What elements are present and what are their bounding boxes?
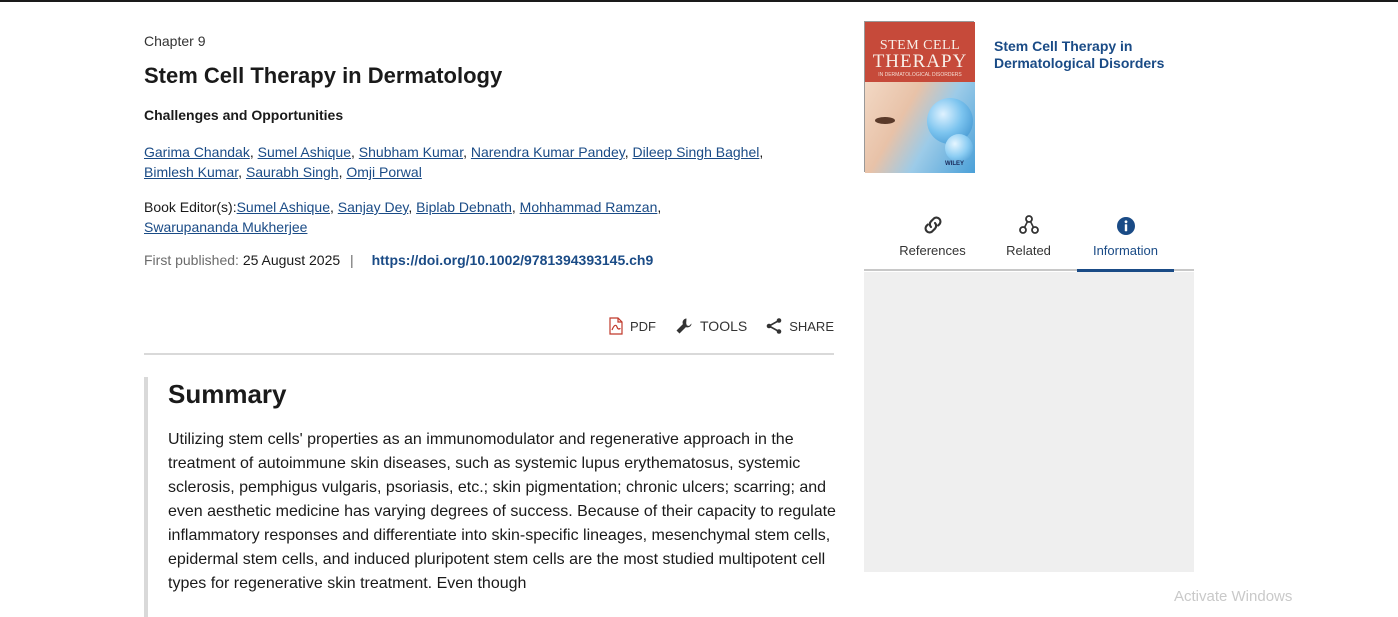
share-button[interactable]: [765, 317, 834, 335]
cover-cell-sphere-small: [945, 134, 973, 162]
info-icon: [1077, 205, 1174, 237]
cover-eye: [875, 117, 895, 124]
link-icon: [884, 205, 981, 237]
author-link[interactable]: Dileep Singh Baghel: [632, 144, 760, 160]
publisher-logo: WILEY: [945, 161, 964, 167]
published-date: 25 August 2025: [242, 252, 341, 268]
separator: |: [350, 252, 354, 268]
pdf-button[interactable]: [608, 317, 656, 335]
share-icon: [765, 317, 783, 335]
summary-text: Utilizing stem cells' properties as an immunomodulator and regenerative approach in the treatment of autoimmune skin diseases, such as systemic lupus erythematosus, systemic sclerosis, pemphigus vulgaris, psoriasis, etc.; skin pigmentation; chronic ulcers; scarring; and even aesthetic medicine has varying degrees of success. Because of their capacity to regulate inflammatory responses and differentiate into skin-specific lineages, mesenchymal stem cells, epidermal stem cells, and induced pluripotent stem cells are the most studied multipotent cell types for regenerative skin treatment. Even though: [168, 431, 836, 592]
author-link[interactable]: Bimlesh Kumar: [144, 164, 239, 180]
tab-information[interactable]: [1077, 205, 1174, 271]
pdf-label: PDF: [630, 318, 656, 334]
cover-title-line2: THERAPY: [872, 51, 968, 72]
sidebar: [864, 0, 1293, 605]
editor-link[interactable]: Sanjay Dey: [337, 199, 409, 215]
tools-label: TOOLS: [700, 318, 748, 334]
wrench-icon: [674, 316, 694, 336]
tab-related[interactable]: [980, 205, 1077, 271]
chapter-subtitle: Challenges and Opportunities: [144, 107, 344, 123]
tab-related-label: Related: [1006, 243, 1051, 258]
editors-label: Book Editor(s):: [144, 199, 237, 215]
article-toolbar: [608, 316, 834, 336]
cover-title-line1: STEM CELL: [879, 38, 961, 53]
tab-information-label: Information: [1092, 243, 1159, 258]
author-list: Garima Chandak, Sumel Ashique, Shubham Kumar, Narendra Kumar Pandey, Dileep Singh Baghel, Bimlesh Kumar, Saurabh Singh, Omji Porwal: [144, 144, 764, 180]
editor-list: Book Editor(s):Sumel Ashique, Sanjay Dey, Biplab Debnath, Mohhammad Ramzan, Swarupananda Mukherjee: [144, 199, 662, 235]
tab-references-label: References: [899, 243, 966, 258]
cover-subtitle: IN DERMATOLOGICAL DISORDERS: [878, 72, 962, 78]
pdf-icon: [608, 317, 624, 335]
book-cover[interactable]: [864, 21, 974, 172]
author-link[interactable]: Saurabh Singh: [245, 164, 339, 180]
tab-references[interactable]: [884, 205, 981, 271]
divider: [144, 353, 834, 355]
windows-watermark: Activate Windows: [1174, 588, 1293, 605]
chapter-label: Chapter 9: [144, 33, 206, 49]
editor-link[interactable]: Biplab Debnath: [416, 199, 512, 215]
author-link[interactable]: Narendra Kumar Pandey: [470, 144, 625, 160]
page-title: Stem Cell Therapy in Dermatology: [144, 63, 503, 88]
summary-heading: Summary: [168, 379, 287, 409]
summary-section: [144, 377, 834, 617]
sidebar-tabs: [864, 205, 1194, 271]
editor-link[interactable]: Sumel Ashique: [236, 199, 330, 215]
author-link[interactable]: Shubham Kumar: [358, 144, 464, 160]
author-link[interactable]: Sumel Ashique: [257, 144, 352, 160]
author-link[interactable]: Garima Chandak: [144, 144, 250, 160]
editor-link[interactable]: Mohhammad Ramzan: [519, 199, 658, 215]
doi-link[interactable]: https://doi.org/10.1002/9781394393145.ch9: [371, 252, 654, 268]
publication-info: [144, 252, 653, 268]
author-link[interactable]: Omji Porwal: [346, 164, 422, 180]
editor-link[interactable]: Swarupananda Mukherjee: [144, 219, 308, 235]
information-panel: [864, 272, 1194, 572]
share-label: SHARE: [789, 318, 834, 334]
tools-button[interactable]: [674, 316, 747, 336]
related-icon: [980, 205, 1077, 237]
book-title-link[interactable]: Stem Cell Therapy in Dermatological Disorders: [994, 38, 1165, 71]
first-published-label: First published:: [144, 252, 239, 268]
